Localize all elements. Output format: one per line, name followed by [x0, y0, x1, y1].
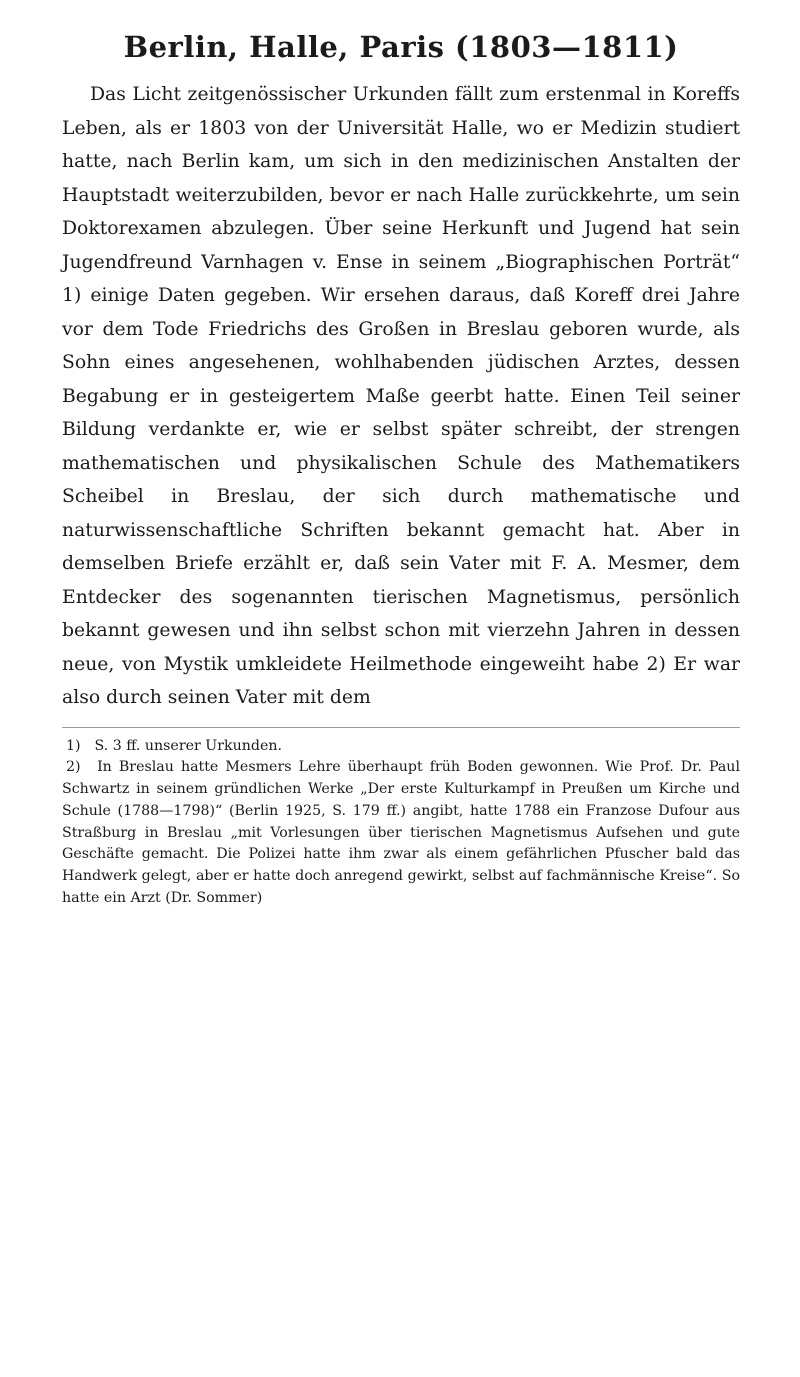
main-text: [62, 78, 740, 715]
footnote-1-number: 1): [66, 737, 81, 754]
footnote-2-text: In Breslau hatte Mesmers Lehre überhaupt früh Boden gewonnen. Wie Prof. Dr. Paul Schwartz in seinem gründlichen Werke „Der erste Kulturkampf in Preußen um Kirche und Schule (1788—1798)“ (Berlin 1925, S. 179 ff.) angibt, hatte 1788 ein Franzose Dufour aus Straßburg in Breslau „mit Vorlesungen über tierischen Magnetismus Aufsehen und gute Geschäfte gemacht. Die Polizei hatte ihm zwar als einem gefährlichen Pfuscher bald das Handwerk gelegt, aber er hatte doch anregend gewirkt, selbst auf fachmännische Kreise“. So hatte ein Arzt (Dr. Sommer): [62, 759, 740, 907]
footnote-1: [62, 736, 740, 758]
chapter-heading: Berlin, Halle, Paris (1803—1811): [123, 30, 679, 64]
book-page: [62, 30, 740, 910]
footnote-2-number: 2): [66, 759, 81, 776]
footnote-2: [62, 757, 740, 910]
footnotes: [62, 727, 740, 910]
main-paragraph: Das Licht zeitgenössischer Urkunden fällt zum erstenmal in Koreffs Leben, als er 1803 von der Universität Halle, wo er Medizin studiert hatte, nach Berlin kam, um sich in den medizinischen Anstalten der Hauptstadt weiterzubilden, bevor er nach Halle zurückkehrte, um sein Doktorexamen abzulegen. Über seine Herkunft und Jugend hat sein Jugendfreund Varnhagen v. Ense in seinem „Biographischen Porträt“ 1) einige Daten gegeben. Wir ersehen daraus, daß Koreff drei Jahre vor dem Tode Friedrichs des Großen in Breslau geboren wurde, als Sohn eines angesehenen, wohlhabenden jüdischen Arztes, dessen Begabung er in gesteigertem Maße geerbt hatte. Einen Teil seiner Bildung verdankte er, wie er selbst später schreibt, der strengen mathematischen und physikalischen Schule des Mathematikers Scheibel in Breslau, der sich durch mathematische und naturwissenschaftliche Schriften bekannt gemacht hat. Aber in demselben Briefe erzählt er, daß sein Vater mit F. A. Mesmer, dem Entdecker des sogenannten tierischen Magnetismus, persönlich bekannt gewesen und ihn selbst schon mit vierzehn Jahren in dessen neue, von Mystik umkleidete Heilmethode eingeweiht habe 2) Er war also durch seinen Vater mit dem: [62, 84, 740, 708]
footnote-1-text: S. 3 ff. unserer Urkunden.: [94, 737, 283, 754]
